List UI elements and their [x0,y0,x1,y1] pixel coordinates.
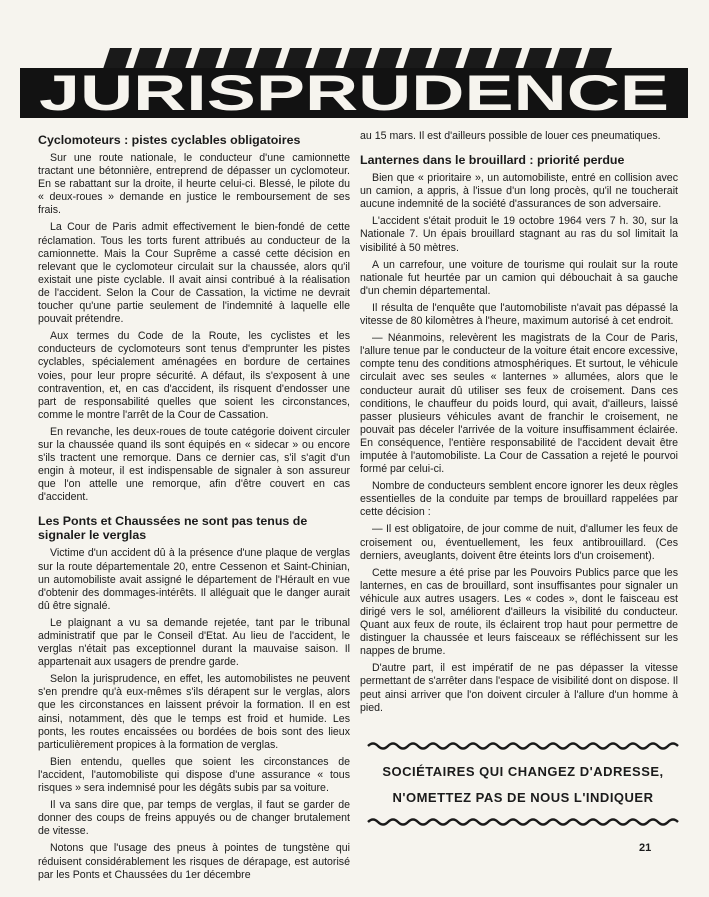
notice-border [366,740,680,828]
article-paragraph: Selon la jurisprudence, en effet, les automobilistes ne peuvent s'en prendre qu'à eux-mêmes s'ils dérapent sur le verglas, alors que les circonstances en laissent prévoir la formation. Il en est ainsi, notamment, dès que le temps est froid et humide. Les ponts, les routes encaissées ou bordées de bois sont des lieux particulièrement propices à la formation de verglas. [38,673,350,751]
article-paragraph: Cette mesure a été prise par les Pouvoirs Publics parce que les lanternes, en cas de brouillard, sont insuffisantes pour signaler un véhicule aux autres usagers. Les « codes », dont le faisceau est dirigé vers le sol, améliorent d'ailleurs la visibilité du conducteur. Quant aux feux de route, ils éclairent trop haut pour permettre de distinguer la chaussée et leurs faisceaux se réfléchissent sur les nappes de brume. [360,566,678,658]
article-paragraph: — Il est obligatoire, de jour comme de nuit, d'allumer les feux de croisement ou, éventuellement, les feux antibrouillard. (Ces derniers, aveuglants, doivent être éteints lors d'un croisement). [360,523,678,562]
banner-title: JURISPRUDENCE [39,65,669,120]
article-paragraph: — Néanmoins, relevèrent les magistrats de la Cour de Paris, l'allure tenue par le conducteur de la voiture était encore excessive, compte tenu des conditions atmosphériques. Et surtout, le véhicule circulait avec ses seules « lanternes » allumées, alors que le conducteur aurait dû utiliser ses feux de croisement. Dans ces conditions, le chauffeur du poids lourd, qui avait, d'ailleurs, laissé passer plusieurs véhicules avant de franchir le croisement, ne pouvait pas déceler l'arrivée de la voiture insuffisamment éclairée. En conséquence, l'entière responsabilité de l'accident devait être imputée à l'automobiliste. La Cour de Cassation a rejeté le pourvoi formé par celui-ci. [360,332,678,476]
article-paragraph: Sur une route nationale, le conducteur d'une camionnette tractant une bétonnière, entreprend de dépasser un cyclomoteur. En se rabattant sur la droite, il heurte celui-ci. Blessé, le pilote du « deux-roues » demande en justice le remboursement de ses frais. [38,152,350,217]
article-paragraph: Il va sans dire que, par temps de verglas, il faut se garder de donner des coups de freins appuyés ou de changer brutalement de vitesse. [38,799,350,838]
article-paragraph: Bien que « prioritaire », un automobiliste, entré en collision avec un camion, a appris, à l'issue d'un long procès, qu'il ne toucherait aucune indemnité de la société d'assurances de son adversaire. [360,172,678,211]
article-paragraph: Victime d'un accident dû à la présence d'une plaque de verglas sur la route départementale 20, entre Cessenon et Saint-Chinian, un automobiliste avait assigné le département de l'Hérault en vue d'obtenir des dommages-intérêts. Il alléguait que le danger aurait dû être signalé. [38,547,350,612]
right-column [360,130,678,725]
notice-line-2: N'OMETTEZ PAS DE NOUS L'INDIQUER [392,790,654,805]
article-paragraph: Nombre de conducteurs semblent encore ignorer les deux règles essentielles de la conduite par temps de brouillard rappelées par cette décision : [360,480,678,519]
article-heading: Cyclomoteurs : pistes cyclables obligatoires [38,133,301,147]
article-paragraph: Notons que l'usage des pneus à pointes de tungstène qui réduisent considérablement les risques de dérapage, est autorisé par les Ponts et Chaussées du 1er décembre [38,842,350,881]
article-paragraph: L'accident s'était produit le 19 octobre 1964 vers 7 h. 30, sur la Nationale 7. Un épais brouillard stagnant au ras du sol limitait la visibilité à 50 mètres. [360,215,678,254]
article-paragraph: au 15 mars. Il est d'ailleurs possible de louer ces pneumatiques. [360,130,661,142]
page-number: 21 [639,842,652,854]
article-cyclomoteurs [38,133,350,504]
article-paragraph: Bien entendu, quelles que soient les circonstances de l'accident, l'automobiliste qui dispose d'une assurance « tous risques » sera indemnisé pour les dégâts subis par sa voiture. [38,755,350,795]
jurisprudence-banner [20,38,688,120]
article-paragraph: D'autre part, il est impératif de ne pas dépasser la vitesse permettant de s'arrêter dans l'espace de visibilité dont on dispose. Il peut ainsi arriver que l'on doivent circuler à l'allure d'un homme à pied. [360,662,678,714]
notice-line-1: SOCIÉTAIRES QUI CHANGEZ D'ADRESSE, [382,764,664,779]
article-heading: Lanternes dans le brouillard : priorité perdue [360,153,625,168]
article-heading: Les Ponts et Chaussées ne sont pas tenus de signaler le verglas [38,514,308,543]
notice-top-wave [368,744,678,749]
article-paragraph: A un carrefour, une voiture de tourisme qui roulait sur la route nationale fut heurtée par un camion qui débouchait à sa gauche d'un chemin départemental. [360,258,678,297]
article-paragraph: Aux termes du Code de la Route, les cyclistes et les conducteurs de cyclomoteurs sont tenus d'emprunter les pistes cyclables, spécialement aménagées en bordure de certaines voies, pour leur propre sécurité. A défaut, ils s'exposent à une contravention, et, en cas d'accident, ils risquent d'endosser une part de responsabilité quelles que soient les circonstances, comme le montre l'arrêt de la Cour de Cassation. [38,330,350,421]
left-column [38,133,350,892]
notice-bottom-wave [368,820,678,825]
notice-box [366,740,680,828]
article-verglas-continued [360,130,678,143]
article-verglas [38,514,350,881]
article-paragraph: Il résulta de l'enquête que l'automobiliste n'avait pas dépassé la vitesse de 80 kilomètres à l'heure, maximum autorisé à cet endroit. [360,301,678,328]
article-paragraph: La Cour de Paris admit effectivement le bien-fondé de cette réclamation. Tous les torts furent attribués au conducteur de la camionnette. Mais la Cour Suprême a cassé cette décision en relevant que le cyclomoteur circulait sur la chaussée, alors qu'il existait une piste cyclable. Il avait ainsi contribué à la réalisation de l'accident. Selon la Cour de Cassation, la victime ne devrait toucher qu'une partie seulement de l'indemnité à laquelle elle pouvait prétendre. [38,221,350,326]
article-paragraph: En revanche, les deux-roues de toute catégorie doivent circuler sur la chaussée quand ils sont équipés en « sidecar » ou encore s'ils tractent une remorque. Dans ce dernier cas, s'il s'agit d'un engin à moteur, il est indispensable de signaler à son assureur que l'on attelle une remorque, afin d'être couvert en cas d'accident. [38,425,350,504]
article-lanternes [360,153,678,715]
article-paragraph: Le plaignant a vu sa demande rejetée, tant par le tribunal administratif que par le Conseil d'Etat. Au lieu de l'accident, le verglas n'était pas exceptionnel durant la mauvaise saison. Il appartenait aux usagers de prendre garde. [38,616,350,669]
